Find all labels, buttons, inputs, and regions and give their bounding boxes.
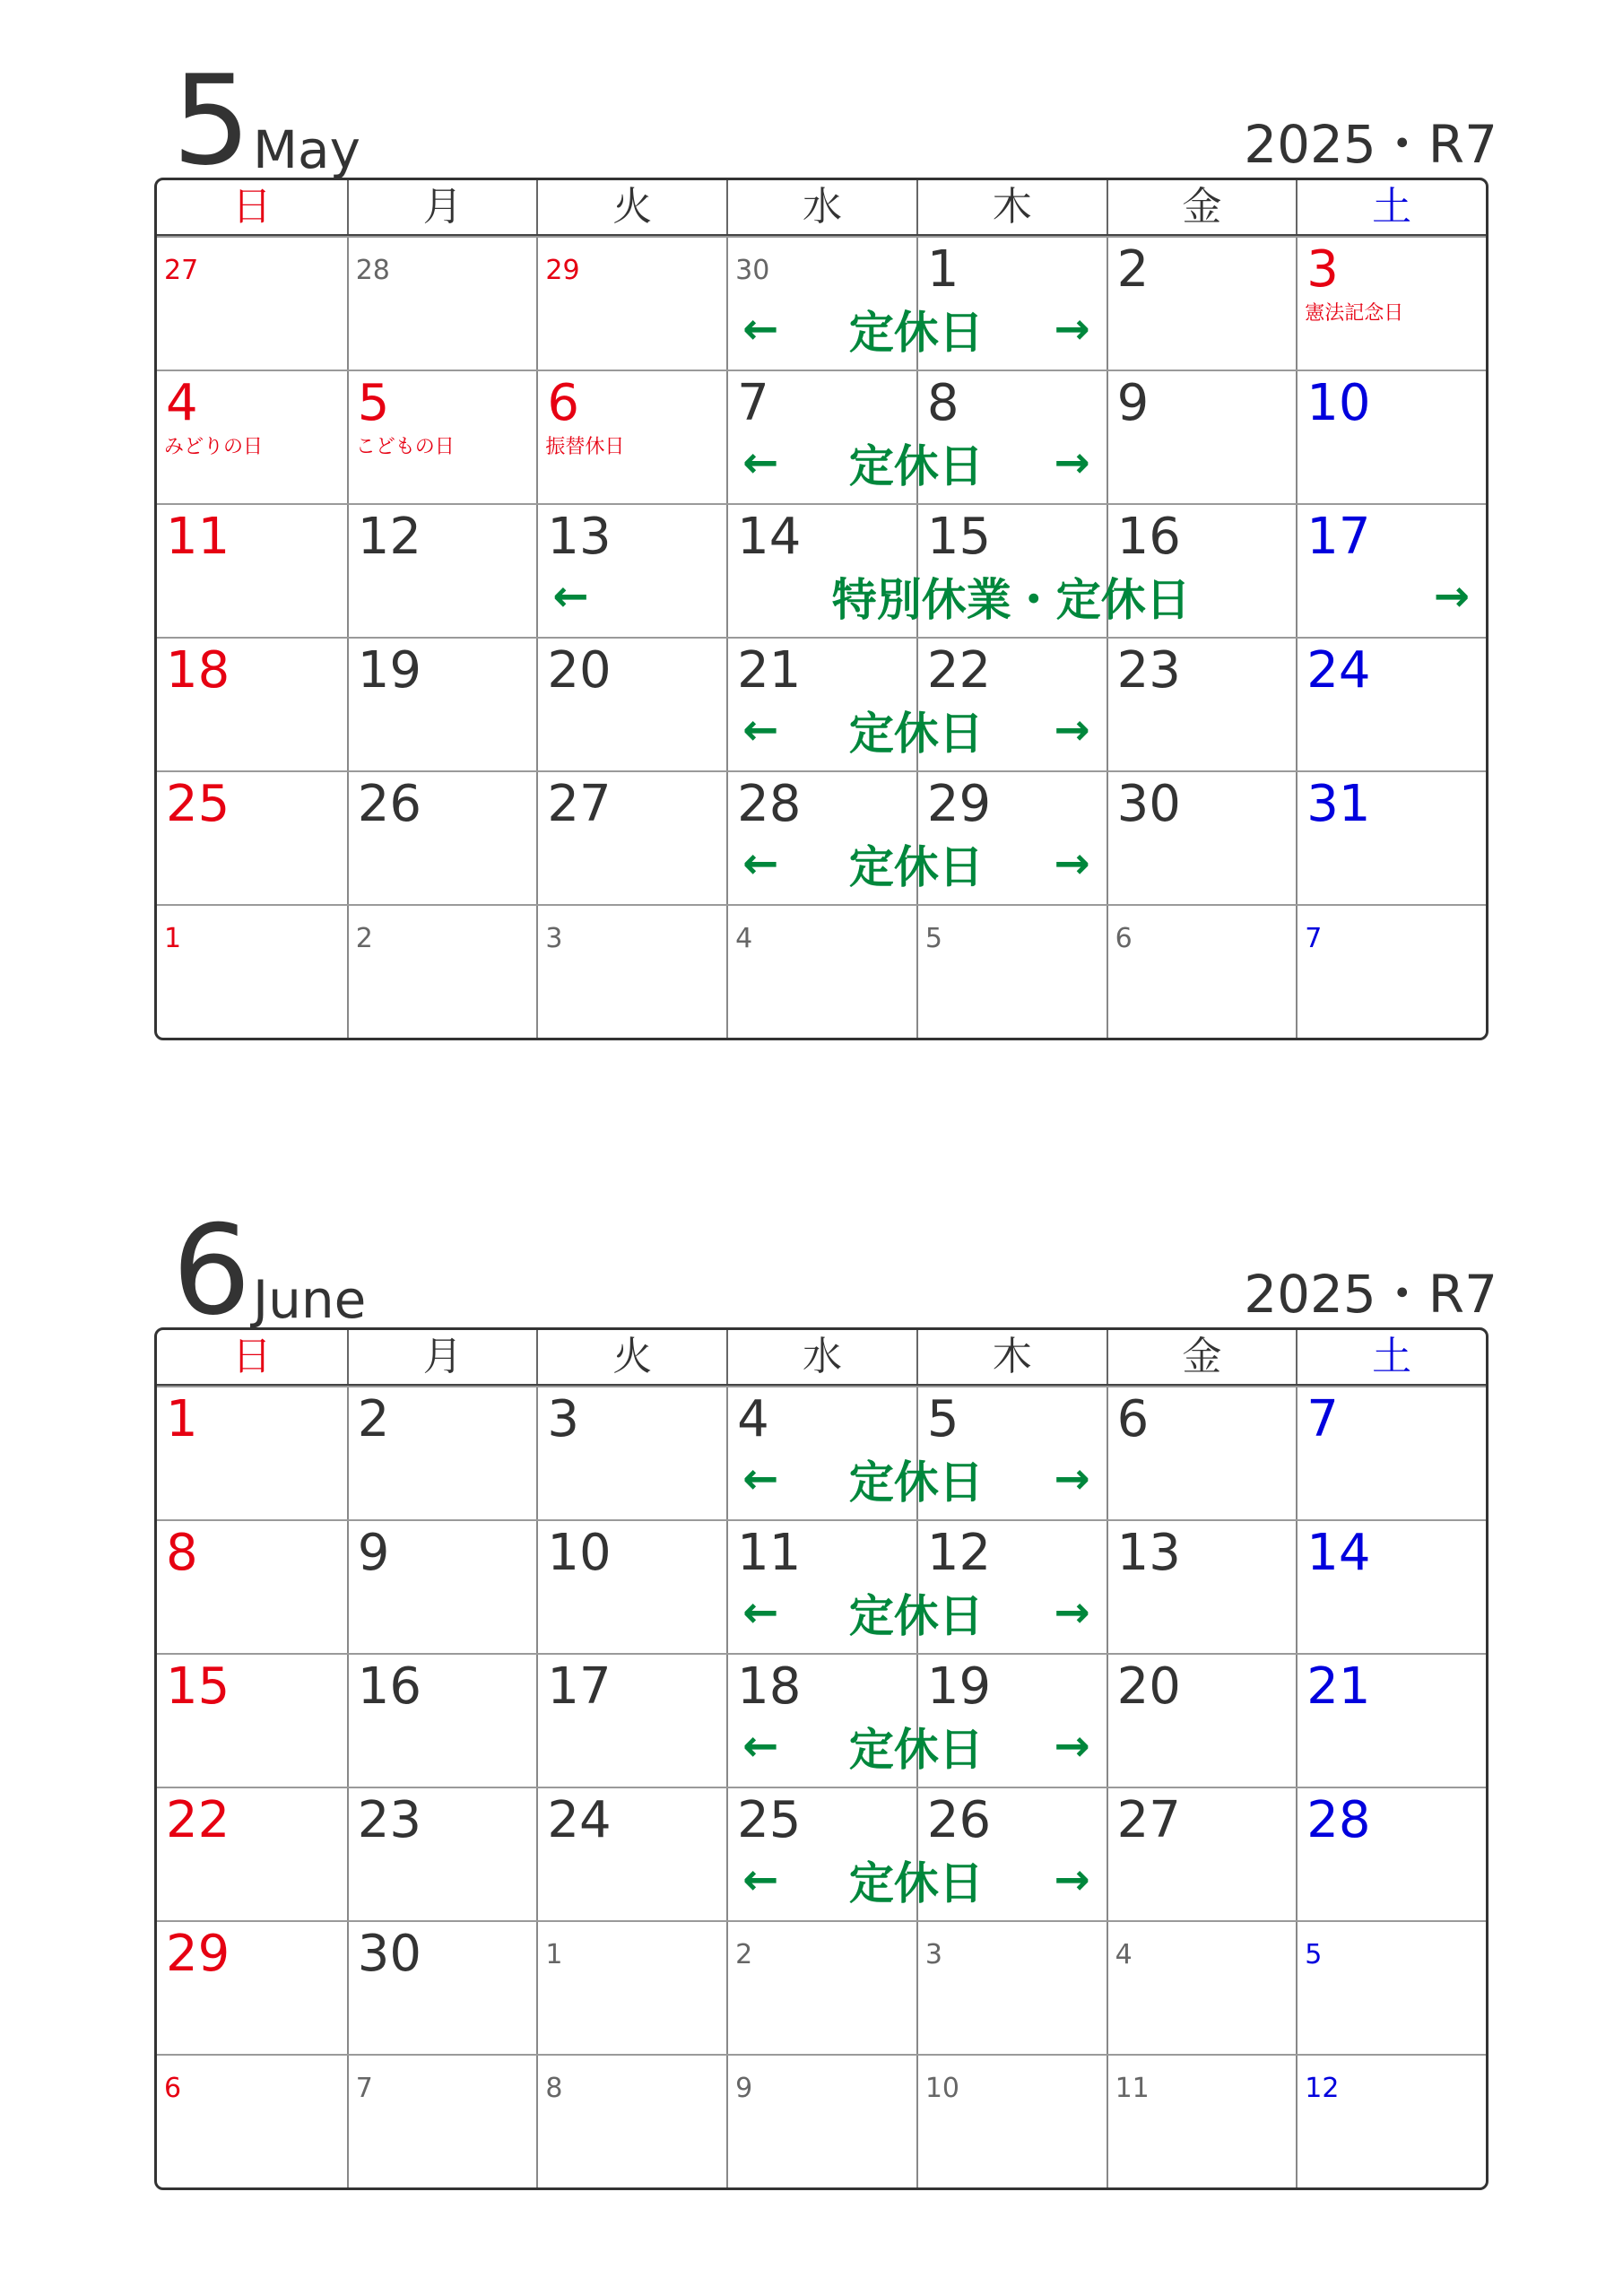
day-number: 15	[926, 508, 992, 566]
day-cell	[536, 639, 726, 770]
day-cell	[1107, 2056, 1297, 2187]
arrow-right-icon: →	[1054, 1855, 1090, 1905]
month-name: June	[253, 1269, 367, 1330]
day-number: 9	[1116, 374, 1150, 432]
day-cell	[347, 371, 537, 503]
day-cell	[536, 906, 726, 1038]
year-label: 2025・R7	[1244, 1264, 1497, 1325]
day-cell	[157, 1922, 347, 2054]
day-cell	[157, 639, 347, 770]
arrow-left-icon: ←	[742, 438, 779, 488]
day-number: 7	[1305, 923, 1323, 954]
week-row	[157, 503, 1486, 637]
day-number: 22	[926, 641, 992, 700]
day-cell	[726, 1922, 916, 2054]
day-cell	[536, 1521, 726, 1653]
month-number: 6	[172, 1198, 251, 1343]
day-number: 12	[926, 1524, 992, 1582]
day-cell	[916, 505, 1107, 637]
day-cell	[916, 371, 1107, 503]
month-header	[154, 48, 1497, 193]
day-cell	[157, 906, 347, 1038]
day-number: 10	[1306, 374, 1371, 432]
day-number: 9	[357, 1524, 390, 1582]
week-row	[157, 2054, 1486, 2187]
day-number: 14	[737, 508, 802, 566]
day-cell	[1296, 505, 1486, 637]
week-row	[157, 1920, 1486, 2054]
day-cell	[1296, 371, 1486, 503]
weekday-label: 日	[231, 1334, 272, 1379]
holiday-name: 振替休日	[545, 436, 625, 458]
day-cell	[1107, 1922, 1297, 2054]
weekday-label: 木	[916, 1330, 1107, 1384]
week-row	[157, 770, 1486, 904]
day-cell	[1296, 1788, 1486, 1920]
day-cell	[157, 505, 347, 637]
day-cell	[1107, 505, 1297, 637]
day-number: 10	[547, 1524, 612, 1582]
day-number: 11	[737, 1524, 802, 1582]
day-cell	[157, 1387, 347, 1519]
arrow-right-icon: →	[1054, 1587, 1090, 1638]
day-number: 6	[164, 2073, 182, 2104]
day-cell	[726, 1655, 916, 1787]
day-number: 30	[1116, 775, 1181, 833]
weekday-label: 水	[726, 180, 916, 234]
day-number: 5	[926, 1390, 959, 1448]
day-number: 1	[926, 240, 959, 299]
day-cell	[916, 639, 1107, 770]
day-cell	[1296, 1521, 1486, 1653]
day-cell	[536, 505, 726, 637]
day-number: 18	[737, 1657, 802, 1716]
day-number: 19	[357, 641, 421, 700]
day-cell	[347, 1788, 537, 1920]
calendar-june	[154, 1198, 1497, 2190]
arrow-right-icon: →	[1054, 839, 1090, 889]
weekday-header	[157, 1330, 1486, 1386]
week-row	[157, 236, 1486, 370]
closed-label: 定休日	[848, 440, 984, 492]
day-number: 14	[1306, 1524, 1371, 1582]
day-cell	[347, 505, 537, 637]
day-number: 12	[1305, 2073, 1340, 2104]
day-number: 27	[547, 775, 612, 833]
week-row	[157, 637, 1486, 770]
day-cell	[1296, 906, 1486, 1038]
day-number: 26	[357, 775, 421, 833]
arrow-left-icon: ←	[742, 839, 779, 889]
day-cell	[916, 1922, 1107, 2054]
day-number: 18	[166, 641, 230, 700]
day-cell	[536, 1655, 726, 1787]
day-number: 12	[357, 508, 421, 566]
day-number: 7	[355, 2073, 373, 2104]
day-number: 3	[547, 1390, 580, 1448]
week-row	[157, 1653, 1486, 1787]
holiday-name: みどりの日	[164, 436, 264, 458]
day-number: 8	[545, 2073, 563, 2104]
day-number: 16	[357, 1657, 421, 1716]
year-label: 2025・R7	[1244, 114, 1497, 175]
week-row	[157, 370, 1486, 503]
weekday-label: 月	[347, 180, 537, 234]
weekday-label: 月	[347, 1330, 537, 1384]
day-cell	[157, 1521, 347, 1653]
day-cell	[916, 1655, 1107, 1787]
day-number: 1	[545, 1939, 563, 1970]
day-cell	[347, 1655, 537, 1787]
day-number: 19	[926, 1657, 992, 1716]
arrow-right-icon: →	[1054, 1721, 1090, 1771]
closed-label: 定休日	[848, 1724, 984, 1776]
week-row	[157, 1386, 1486, 1519]
arrow-right-icon: →	[1054, 304, 1090, 354]
day-number: 29	[166, 1925, 230, 1983]
day-number: 29	[926, 775, 992, 833]
day-cell	[726, 1521, 916, 1653]
month-header	[154, 1198, 1497, 1343]
day-cell	[1296, 1922, 1486, 2054]
day-cell	[1107, 772, 1297, 904]
day-cell	[726, 505, 916, 637]
calendar-may	[154, 48, 1497, 1040]
day-number: 5	[924, 923, 942, 954]
closed-label: 定休日	[848, 841, 984, 893]
day-number: 10	[924, 2073, 960, 2104]
day-cell	[347, 1521, 537, 1653]
day-number: 6	[1116, 1390, 1150, 1448]
day-cell	[916, 772, 1107, 904]
day-number: 3	[545, 923, 563, 954]
day-cell	[726, 639, 916, 770]
day-cell	[536, 772, 726, 904]
calendar-grid	[154, 178, 1488, 1040]
day-cell	[536, 371, 726, 503]
week-row	[157, 904, 1486, 1038]
day-number: 2	[735, 1939, 753, 1970]
day-cell	[1107, 1655, 1297, 1787]
day-number: 7	[1306, 1390, 1339, 1448]
month-name: May	[253, 119, 360, 180]
day-number: 27	[1116, 1791, 1181, 1849]
day-number: 8	[926, 374, 959, 432]
day-cell	[1107, 238, 1297, 370]
day-cell	[157, 2056, 347, 2187]
day-number: 4	[1115, 1939, 1133, 1970]
day-number: 22	[166, 1791, 230, 1849]
day-number: 21	[737, 641, 802, 700]
month-number: 5	[172, 48, 251, 193]
day-number: 25	[737, 1791, 802, 1849]
day-number: 21	[1306, 1657, 1371, 1716]
day-cell	[536, 1922, 726, 2054]
day-number: 3	[1306, 240, 1339, 299]
day-number: 3	[924, 1939, 942, 1970]
weekday-label: 日	[231, 184, 272, 230]
day-cell	[536, 238, 726, 370]
day-cell	[916, 1788, 1107, 1920]
day-number: 25	[166, 775, 230, 833]
day-cell	[726, 772, 916, 904]
arrow-left-icon: ←	[742, 1855, 779, 1905]
day-cell	[1296, 1387, 1486, 1519]
closed-label: 定休日	[848, 1590, 984, 1642]
day-number: 24	[1306, 641, 1371, 700]
day-number: 2	[1116, 240, 1150, 299]
day-number: 24	[547, 1791, 612, 1849]
arrow-left-icon: ←	[552, 571, 589, 622]
day-number: 28	[1306, 1791, 1371, 1849]
day-number: 17	[547, 1657, 612, 1716]
day-number: 11	[166, 508, 230, 566]
day-cell	[726, 371, 916, 503]
closed-label: 定休日	[848, 307, 984, 359]
day-number: 2	[357, 1390, 390, 1448]
day-cell	[1296, 2056, 1486, 2187]
arrow-right-icon: →	[1433, 571, 1470, 622]
holiday-name: こどもの日	[355, 436, 455, 458]
day-cell	[1296, 772, 1486, 904]
day-number: 13	[1116, 1524, 1181, 1582]
day-cell	[1107, 1788, 1297, 1920]
day-number: 4	[735, 923, 753, 954]
day-cell	[1107, 906, 1297, 1038]
day-number: 26	[926, 1791, 992, 1849]
calendar-grid	[154, 1327, 1488, 2190]
day-number: 9	[735, 2073, 753, 2104]
day-cell	[916, 238, 1107, 370]
day-cell	[536, 1788, 726, 1920]
day-number: 6	[547, 374, 580, 432]
day-number: 6	[1115, 923, 1133, 954]
day-cell	[157, 1788, 347, 1920]
day-number: 27	[164, 255, 199, 286]
day-number: 4	[166, 374, 198, 432]
weekday-label: 金	[1107, 180, 1297, 234]
day-cell	[157, 238, 347, 370]
day-cell	[726, 1387, 916, 1519]
day-number: 5	[1305, 1939, 1323, 1970]
day-number: 7	[737, 374, 769, 432]
day-cell	[536, 1387, 726, 1519]
day-number: 1	[164, 923, 182, 954]
day-number: 5	[357, 374, 390, 432]
day-cell	[916, 1521, 1107, 1653]
closed-label: 定休日	[848, 708, 984, 760]
day-number: 8	[166, 1524, 198, 1582]
arrow-left-icon: ←	[742, 1454, 779, 1504]
closed-label: 定休日	[848, 1857, 984, 1909]
day-number: 4	[737, 1390, 769, 1448]
day-number: 20	[1116, 1657, 1181, 1716]
day-cell	[347, 1387, 537, 1519]
day-cell	[916, 1387, 1107, 1519]
weekday-label: 火	[536, 180, 726, 234]
day-number: 23	[1116, 641, 1181, 700]
day-cell	[726, 238, 916, 370]
day-cell	[1107, 639, 1297, 770]
day-number: 30	[357, 1925, 421, 1983]
arrow-right-icon: →	[1054, 438, 1090, 488]
day-number: 28	[737, 775, 802, 833]
day-cell	[1107, 371, 1297, 503]
day-number: 2	[355, 923, 373, 954]
weekday-header	[157, 180, 1486, 236]
arrow-left-icon: ←	[742, 1721, 779, 1771]
arrow-right-icon: →	[1054, 705, 1090, 755]
day-number: 23	[357, 1791, 421, 1849]
day-number: 15	[166, 1657, 230, 1716]
weekday-label: 木	[916, 180, 1107, 234]
day-cell	[726, 906, 916, 1038]
day-number: 17	[1306, 508, 1371, 566]
day-cell	[347, 772, 537, 904]
day-cell	[916, 906, 1107, 1038]
day-cell	[916, 2056, 1107, 2187]
day-cell	[1107, 1387, 1297, 1519]
day-number: 16	[1116, 508, 1181, 566]
weekday-label: 土	[1296, 180, 1486, 234]
day-number: 11	[1115, 2073, 1150, 2104]
weekday-label: 金	[1107, 1330, 1297, 1384]
day-cell	[347, 2056, 537, 2187]
day-cell	[157, 371, 347, 503]
day-number: 1	[166, 1390, 198, 1448]
day-cell	[157, 772, 347, 904]
day-cell	[157, 1655, 347, 1787]
day-cell	[347, 238, 537, 370]
arrow-left-icon: ←	[742, 1587, 779, 1638]
day-number: 13	[547, 508, 612, 566]
day-cell	[726, 1788, 916, 1920]
weekday-label: 土	[1296, 1330, 1486, 1384]
day-number: 28	[355, 255, 390, 286]
day-number: 30	[735, 255, 770, 286]
day-cell	[1296, 1655, 1486, 1787]
day-cell	[347, 1922, 537, 2054]
day-cell	[347, 906, 537, 1038]
day-cell	[1296, 238, 1486, 370]
day-cell	[726, 2056, 916, 2187]
day-number: 29	[545, 255, 580, 286]
day-cell	[536, 2056, 726, 2187]
day-number: 20	[547, 641, 612, 700]
day-cell	[347, 639, 537, 770]
arrow-left-icon: ←	[742, 705, 779, 755]
week-row	[157, 1519, 1486, 1653]
closed-label: 特別休業・定休日	[831, 574, 1191, 626]
weekday-label: 火	[536, 1330, 726, 1384]
week-row	[157, 1787, 1486, 1920]
closed-label: 定休日	[848, 1457, 984, 1509]
weekday-label: 水	[726, 1330, 916, 1384]
day-cell	[1296, 639, 1486, 770]
day-cell	[1107, 1521, 1297, 1653]
day-number: 31	[1306, 775, 1371, 833]
holiday-name: 憲法記念日	[1305, 302, 1404, 325]
arrow-right-icon: →	[1054, 1454, 1090, 1504]
arrow-left-icon: ←	[742, 304, 779, 354]
